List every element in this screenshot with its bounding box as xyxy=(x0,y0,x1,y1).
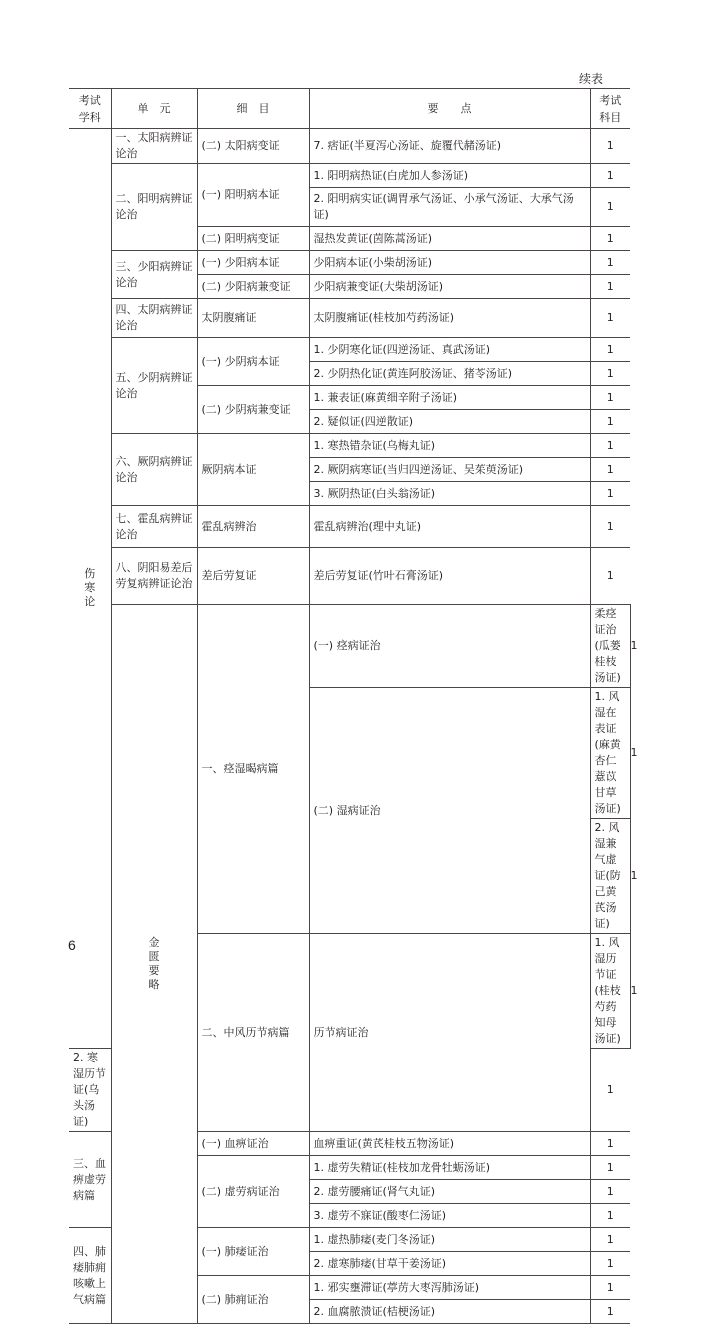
unit-cell: 八、阴阳易差后劳复病辨证论治 xyxy=(111,548,197,605)
unit-cell: 三、血痹虚劳病篇 xyxy=(69,1132,111,1228)
score-cell: 1 xyxy=(590,275,630,299)
table-row xyxy=(69,164,630,188)
score-cell: 1 xyxy=(590,1180,630,1204)
point-cell: 7. 痞证(半夏泻心汤证、旋覆代赭汤证) xyxy=(309,129,590,164)
point-cell: 2. 血腐脓溃证(桔梗汤证) xyxy=(309,1300,590,1324)
point-cell: 3. 虚劳不寐证(酸枣仁汤证) xyxy=(309,1204,590,1228)
item-cell: (一) 痉病证治 xyxy=(309,605,590,688)
continued-label: 续表 xyxy=(579,72,604,86)
point-cell: 1. 寒热错杂证(乌梅丸证) xyxy=(309,434,590,458)
table-row xyxy=(69,129,630,164)
item-cell: 太阴腹痛证 xyxy=(197,299,309,338)
item-cell: (一) 少阴病本证 xyxy=(197,338,309,386)
item-cell: (二) 少阳病兼变证 xyxy=(197,275,309,299)
table-row: 金匮要略 一、痉湿暍病篇 (一) 痉病证治 柔痉证治(瓜蒌桂枝汤证) 1 xyxy=(69,605,630,688)
page-number: 6 xyxy=(68,937,76,953)
table-row xyxy=(69,251,630,275)
table-row: (二) 湿病证治 1. 风湿在表证(麻黄杏仁薏苡甘草汤证) 1 xyxy=(69,688,630,819)
table-row xyxy=(69,548,630,605)
item-cell: (一) 肺痿证治 xyxy=(197,1228,309,1276)
item-cell: (一) 少阳病本证 xyxy=(197,251,309,275)
point-cell: 血痹重证(黄芪桂枝五物汤证) xyxy=(309,1132,590,1156)
point-cell: 1. 虚劳失精证(桂枝加龙骨牡蛎汤证) xyxy=(309,1156,590,1180)
score-cell: 1 xyxy=(590,362,630,386)
point-cell: 少阳病兼变证(大柴胡汤证) xyxy=(309,275,590,299)
unit-cell: 四、肺痿肺痈咳嗽上气病篇 xyxy=(69,1228,111,1324)
item-cell: (二) 太阳病变证 xyxy=(197,129,309,164)
unit-cell: 二、阳明病辨证论治 xyxy=(111,164,197,251)
table-row xyxy=(69,434,630,458)
unit-cell: 一、痉湿暍病篇 xyxy=(197,605,309,934)
point-cell: 3. 厥阴热证(白头翁汤证) xyxy=(309,482,590,506)
subject-cell: 金匮要略 xyxy=(111,605,197,1324)
score-cell: 1 xyxy=(590,1204,630,1228)
point-cell: 2. 风湿兼气虚证(防己黄芪汤证) xyxy=(590,819,630,934)
point-cell: 少阳病本证(小柴胡汤证) xyxy=(309,251,590,275)
score-cell: 1 xyxy=(590,164,630,188)
point-cell: 太阴腹痛证(桂枝加芍药汤证) xyxy=(309,299,590,338)
table-row: 二、中风历节病篇 历节病证治 1. 风湿历节证(桂枝芍药知母汤证) 1 xyxy=(69,934,630,1049)
syllabus-table xyxy=(69,88,638,1324)
score-cell: 1 xyxy=(590,251,630,275)
item-cell: (一) 阳明病本证 xyxy=(197,164,309,227)
point-cell: 2. 虚寒肺痿(甘草干姜汤证) xyxy=(309,1252,590,1276)
score-cell: 1 xyxy=(590,299,630,338)
unit-cell: 二、中风历节病篇 xyxy=(197,934,309,1132)
score-cell: 1 xyxy=(590,482,630,506)
table-row xyxy=(69,506,630,548)
point-cell: 1. 风湿历节证(桂枝芍药知母汤证) xyxy=(590,934,630,1049)
item-cell: (一) 血痹证治 xyxy=(197,1132,309,1156)
table-row: 2. 风湿兼气虚证(防己黄芪汤证) 1 xyxy=(69,819,630,934)
table-row xyxy=(69,338,630,362)
point-cell: 柔痉证治(瓜蒌桂枝汤证) xyxy=(590,605,630,688)
point-cell: 1. 兼表证(麻黄细辛附子汤证) xyxy=(309,386,590,410)
point-cell: 1. 风湿在表证(麻黄杏仁薏苡甘草汤证) xyxy=(590,688,630,819)
score-cell: 1 xyxy=(590,1156,630,1180)
item-cell: 历节病证治 xyxy=(309,934,590,1132)
header-item: 细 目 xyxy=(197,89,309,129)
point-cell: 2. 虚劳腰痛证(肾气丸证) xyxy=(309,1180,590,1204)
score-cell: 1 xyxy=(590,1228,630,1252)
unit-cell: 四、太阴病辨证论治 xyxy=(111,299,197,338)
score-cell: 1 xyxy=(590,227,630,251)
unit-cell: 六、厥阴病辨证论治 xyxy=(111,434,197,506)
header-row xyxy=(69,89,630,129)
point-cell: 2. 寒湿历节证(乌头汤证) xyxy=(69,1049,111,1132)
point-cell: 差后劳复证(竹叶石膏汤证) xyxy=(309,548,590,605)
item-cell: (二) 少阴病兼变证 xyxy=(197,386,309,434)
point-cell: 1. 少阴寒化证(四逆汤证、真武汤证) xyxy=(309,338,590,362)
header-unit: 单 元 xyxy=(111,89,197,129)
score-cell: 1 xyxy=(590,548,630,605)
point-cell: 1. 阳明病热证(白虎加人参汤证) xyxy=(309,164,590,188)
score-cell: 1 xyxy=(590,1252,630,1276)
item-cell: 差后劳复证 xyxy=(197,548,309,605)
item-cell: (二) 肺痈证治 xyxy=(197,1276,309,1324)
table-row xyxy=(69,299,630,338)
point-cell: 2. 阳明病实证(调胃承气汤证、小承气汤证、大承气汤证) xyxy=(309,188,590,227)
item-cell: (二) 阳明病变证 xyxy=(197,227,309,251)
header-exam-subject: 考试科目 xyxy=(590,89,630,129)
point-cell: 2. 疑似证(四逆散证) xyxy=(309,410,590,434)
point-cell: 2. 厥阴病寒证(当归四逆汤证、吴茱萸汤证) xyxy=(309,458,590,482)
header-point: 要 点 xyxy=(309,89,590,129)
score-cell: 1 xyxy=(590,386,630,410)
score-cell: 1 xyxy=(590,434,630,458)
score-cell: 1 xyxy=(590,1300,630,1324)
unit-cell: 一、太阳病辨证论治 xyxy=(111,129,197,164)
score-cell: 1 xyxy=(590,458,630,482)
point-cell: 1. 虚热肺痿(麦门冬汤证) xyxy=(309,1228,590,1252)
item-cell: (二) 虚劳病证治 xyxy=(197,1156,309,1228)
point-cell: 霍乱病辨治(理中丸证) xyxy=(309,506,590,548)
point-cell: 湿热发黄证(茵陈蒿汤证) xyxy=(309,227,590,251)
score-cell: 1 xyxy=(590,410,630,434)
score-cell: 1 xyxy=(590,506,630,548)
point-cell: 1. 邪实壅滞证(葶苈大枣泻肺汤证) xyxy=(309,1276,590,1300)
score-cell: 1 xyxy=(590,338,630,362)
unit-cell: 五、少阴病辨证论治 xyxy=(111,338,197,434)
unit-cell: 三、少阳病辨证论治 xyxy=(111,251,197,299)
point-cell: 2. 少阴热化证(黄连阿胶汤证、猪苓汤证) xyxy=(309,362,590,386)
item-cell: 霍乱病辨治 xyxy=(197,506,309,548)
score-cell: 1 xyxy=(590,1132,630,1156)
item-cell: 厥阴病本证 xyxy=(197,434,309,506)
score-cell: 1 xyxy=(590,188,630,227)
score-cell: 1 xyxy=(590,129,630,164)
score-cell: 1 xyxy=(590,1049,630,1132)
item-cell: (二) 湿病证治 xyxy=(309,688,590,934)
score-cell: 1 xyxy=(590,1276,630,1300)
unit-cell: 七、霍乱病辨证论治 xyxy=(111,506,197,548)
subject-cell: 伤寒论 xyxy=(69,129,111,1049)
header-subject: 考试学科 xyxy=(69,89,111,129)
